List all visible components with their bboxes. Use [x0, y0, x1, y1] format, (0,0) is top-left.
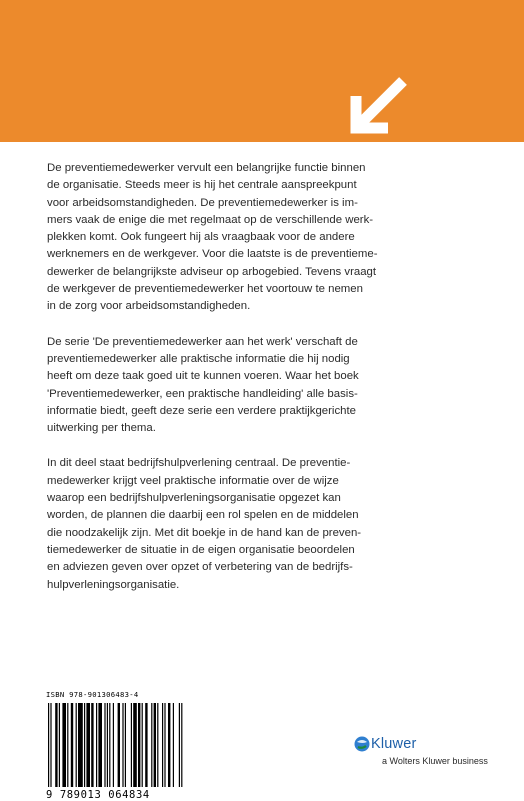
barcode-block: [46, 690, 216, 801]
isbn-label: ISBN 978-901306483-4: [46, 690, 139, 699]
paragraph-series: De serie 'De preventiemedewerker aan het werk' verschaft de preventiemedewerker alle praktische informatie die hij nodig heeft om deze taak goed uit te kunnen voeren. Waar het boek 'Preventiemedewerker, een praktische handleiding' alle basis- informatie biedt, geeft deze serie een verdere praktijkgerichte uitwerking per thema.: [47, 335, 359, 435]
paragraph-volume: In dit deel staat bedrijfshulpverlening centraal. De preventie- medewerker krijgt veel praktische informatie over de wijze waarop een bedrijfshulpverleningsorganisatie opgezet kan worden, de plannen die daarbij een rol spelen en de middelen die noodzakelijk zijn. Met dit boekje in de hand kan de preven- tiemedewerker de situatie in de eigen organisatie beoordelen en adviezen geven over opzet of verbetering van de bedrijfs- hulpverleningsorganisatie.: [47, 457, 362, 591]
paragraph-intro: De preventiemedewerker vervult een belangrijke functie binnen de organisatie. Steeds meer is hij het centrale aanspreekpunt voor arbeidsomstandigheden. De preventiemedewerker is im- mers vaak de enige die met regelmaat op de verschillende werk- plekken komt. Ook fungeert hij als vraagbaak voor de andere werknemers en de werkgever. Voor die laatste is de preventieme- dewerker de belangrijkste adviseur op arbogebied. Tevens vraagt de werkgever de preventiemedewerker het voortouw te nemen in de zorg voor arbeidsomstandigheden.: [47, 162, 378, 313]
kluwer-globe-icon: [354, 736, 370, 752]
barcode-digits: 9 789013 064834: [46, 789, 150, 801]
barcode-icon: [46, 703, 214, 791]
publisher-name: Kluwer: [371, 736, 417, 752]
orange-header-band: [0, 0, 524, 142]
arrow-down-left-icon: [346, 76, 408, 138]
back-cover-text: [47, 160, 469, 612]
publisher-logo: [354, 736, 504, 766]
publisher-tagline: a Wolters Kluwer business: [382, 756, 488, 766]
